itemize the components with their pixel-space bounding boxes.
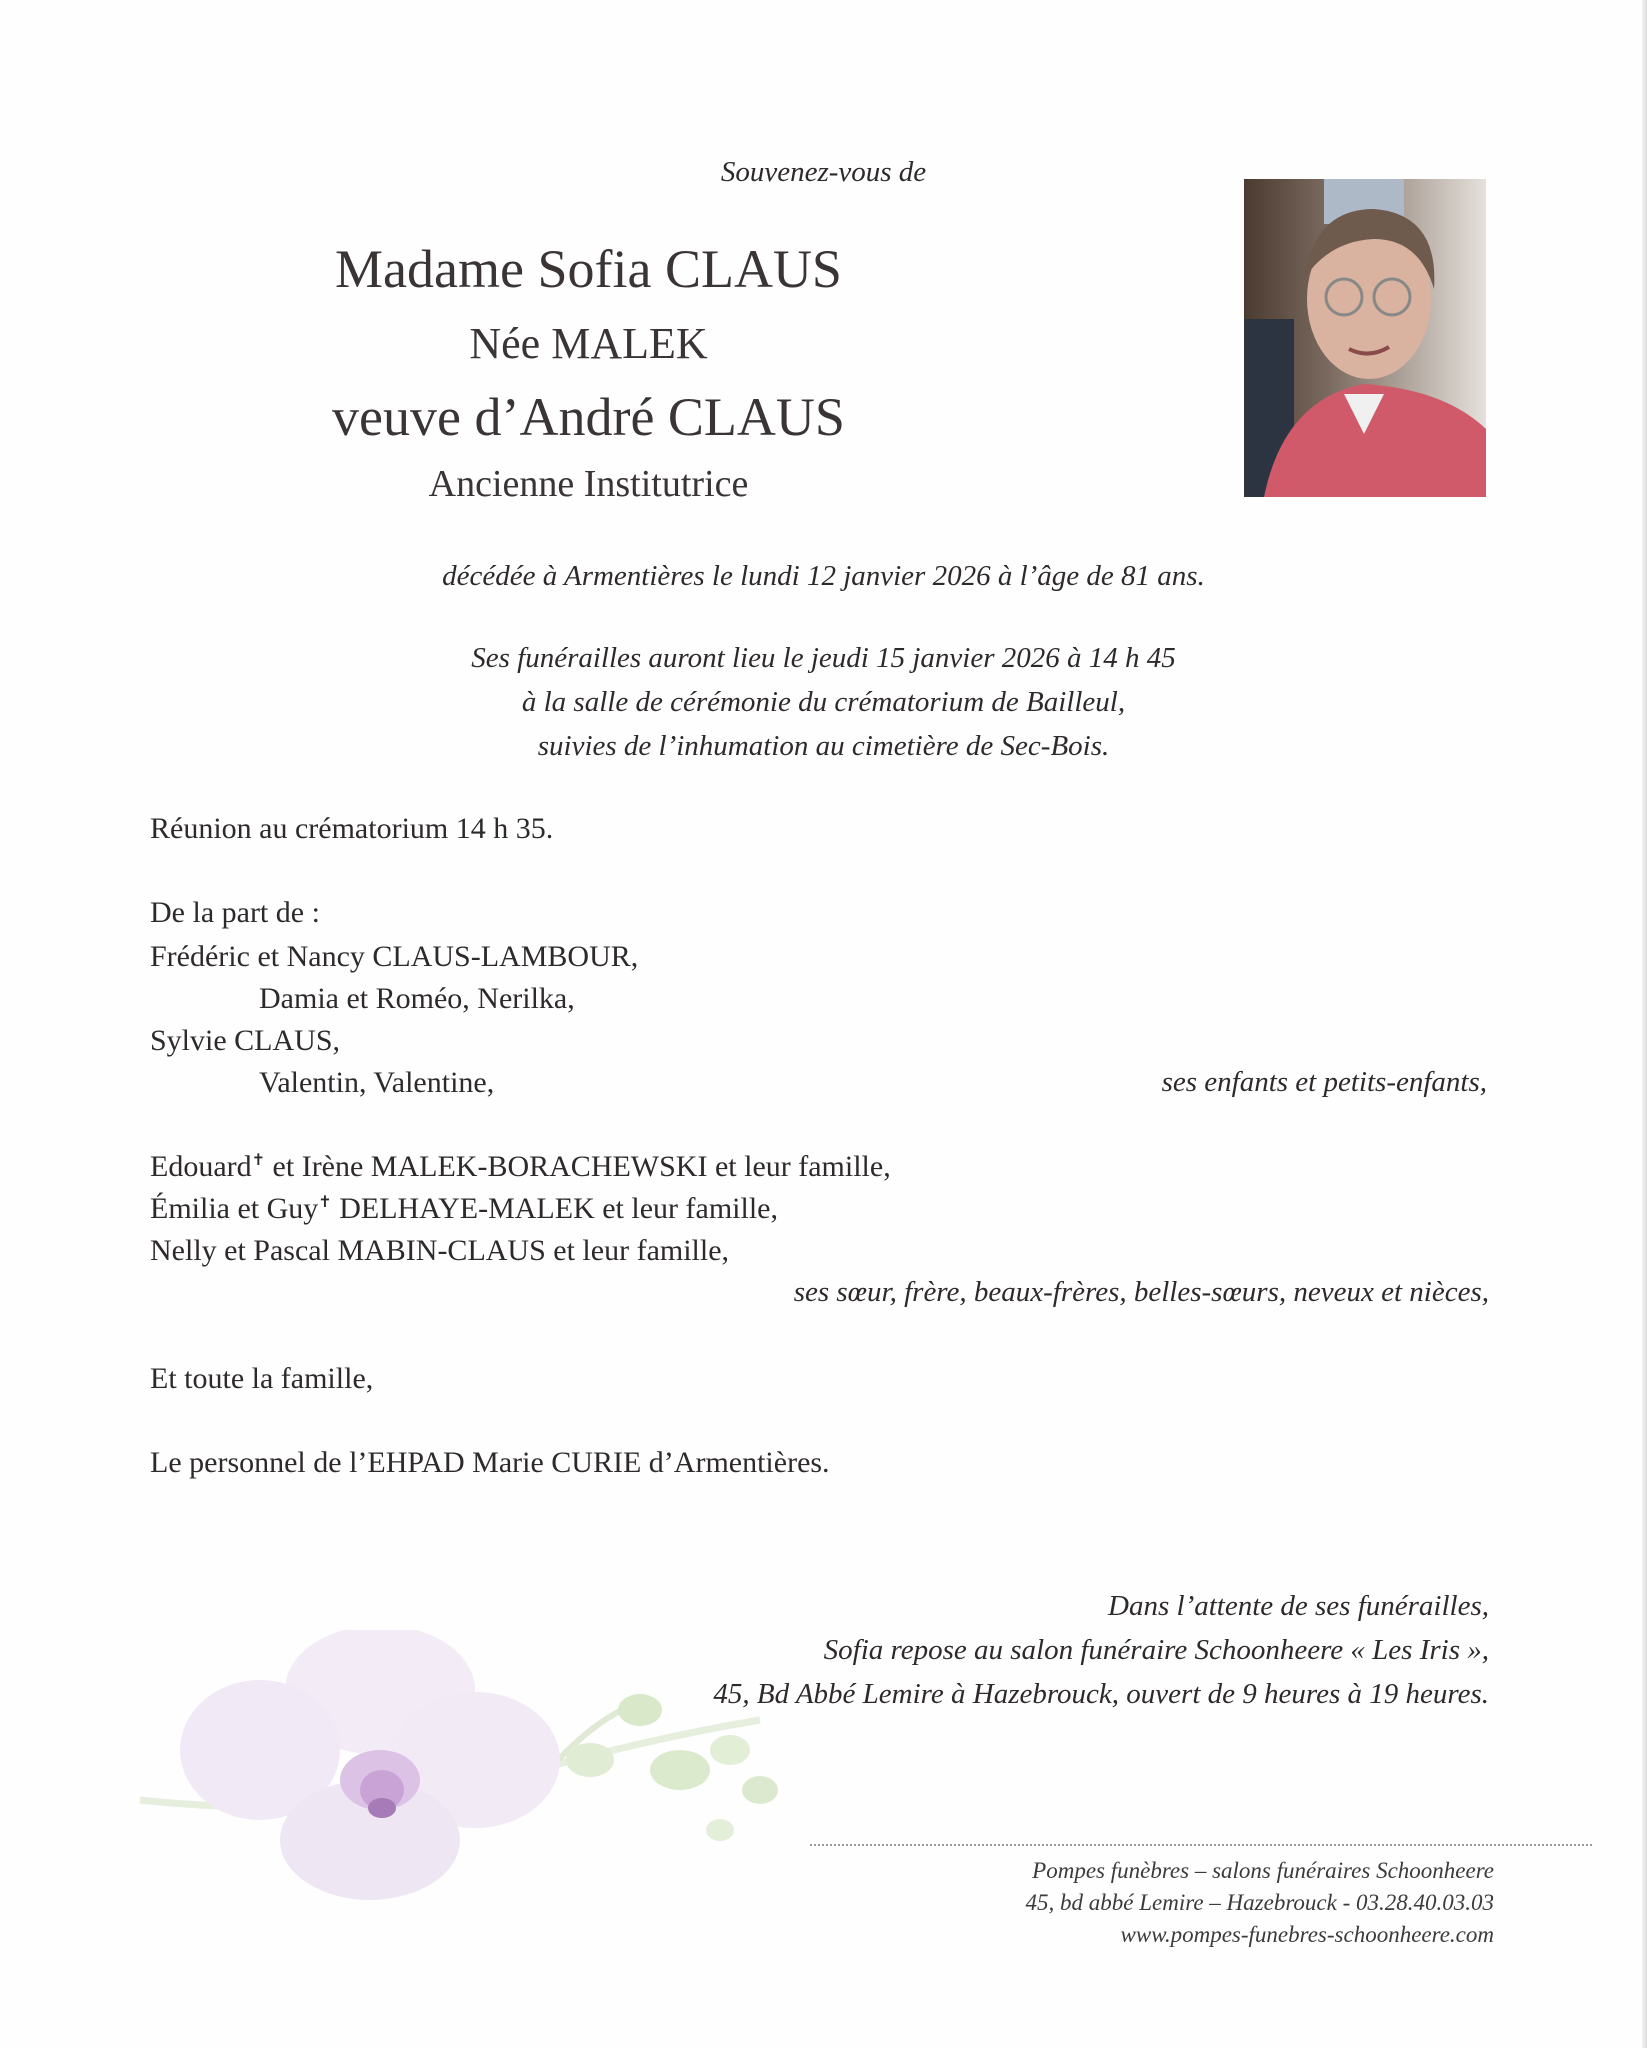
orchid-illustration [120,1630,820,2010]
family-line: Et toute la famille, [150,1362,374,1395]
deceased-name: Madame Sofia CLAUS [335,239,842,299]
deceased-cross-icon: ✝ [318,1194,332,1211]
death-notice: décédée à Armentières le lundi 12 janvier 2026 à l’âge de 81 ans. [442,560,1205,592]
child-line-2: Sylvie CLAUS, [150,1024,341,1057]
intro-line: Souvenez-vous de [720,156,927,188]
deceased-cross-icon: ✝ [251,1152,266,1169]
rest-line-3: 45, Bd Abbé Lemire à Hazebrouck, ouvert de 9 heures à 19 heures. [713,1678,1489,1710]
footer-website: www.pompes-funebres-schoonheere.com [1120,1922,1494,1947]
siblings-relation: ses sœur, frère, beaux-frères, belles-sœurs, neveux et nièces, [793,1276,1489,1308]
footer-divider [810,1844,1592,1846]
funeral-line-2: à la salle de cérémonie du crématorium de Bailleul, [521,686,1126,718]
grandchild-line-1: Damia et Roméo, Nerilka, [259,982,575,1015]
funeral-line-3: suivies de l’inhumation au cimetière de Sec-Bois. [537,730,1110,762]
from-label: De la part de : [150,896,320,929]
footer-address: 45, bd abbé Lemire – Hazebrouck - 03.28.40.03.03 [1025,1890,1494,1915]
maiden-name: Née MALEK [469,319,708,368]
portrait-photo [1244,179,1486,497]
rest-line-2: Sofia repose au salon funéraire Schoonheere « Les Iris », [823,1634,1489,1666]
grandchild-line-2: Valentin, Valentine, [259,1066,495,1099]
sibling-line-1: Edouard✝ et Irène MALEK-BORACHEWSKI et leur famille, [150,1150,891,1183]
footer-company: Pompes funèbres – salons funéraires Schoonheere [1032,1858,1494,1883]
children-relation: ses enfants et petits-enfants, [1161,1066,1487,1098]
meeting-time: Réunion au crématorium 14 h 35. [150,812,554,845]
widow-line: veuve d’André CLAUS [332,387,845,447]
staff-line: Le personnel de l’EHPAD Marie CURIE d’Armentières. [150,1446,830,1479]
sibling-line-3: Nelly et Pascal MABIN-CLAUS et leur famille, [150,1234,730,1267]
profession: Ancienne Institutrice [428,463,749,505]
child-line-1: Frédéric et Nancy CLAUS-LAMBOUR, [150,940,639,973]
rest-line-1: Dans l’attente de ses funérailles, [1108,1590,1489,1622]
funeral-line-1: Ses funérailles auront lieu le jeudi 15 janvier 2026 à 14 h 45 [471,642,1176,674]
page-edge [1642,0,1647,2048]
sibling-line-2: Émilia et Guy✝ DELHAYE-MALEK et leur famille, [150,1192,778,1225]
